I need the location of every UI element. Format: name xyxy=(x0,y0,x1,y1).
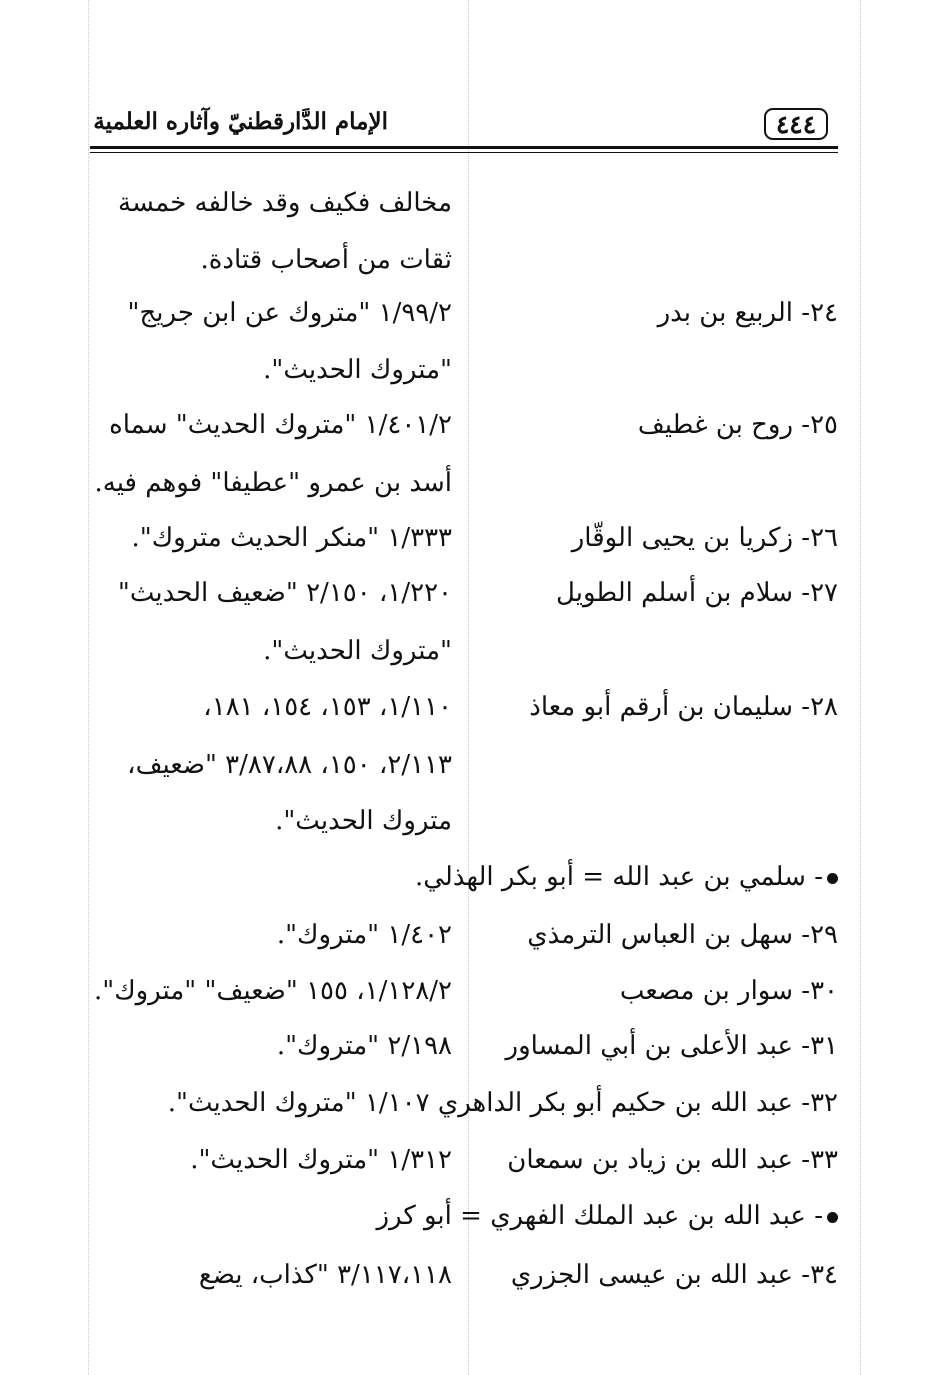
entry-name: ٢٩- سهل بن العباس الترمذي xyxy=(527,920,838,950)
entry-continuation: ٢/١١٣، ١٥٠، ٣/٨٧،٨٨ "ضعيف، xyxy=(127,750,452,780)
entry-continuation: "متروك الحديث". xyxy=(263,636,452,666)
entry-reference: ١/٣١٢ "متروك الحديث". xyxy=(190,1145,452,1175)
scan-guide-line xyxy=(88,0,89,1375)
entry-full-line: ٣٢- عبد الله بن حكيم أبو بكر الداهري ١/١٠٧ "متروك الحديث". xyxy=(167,1088,838,1118)
entry-continuation: "متروك الحديث". xyxy=(263,355,452,385)
continuation-line: مخالف فكيف وقد خالفه خمسة xyxy=(118,188,452,218)
entry-name: ٢٥- روح بن غطيف xyxy=(637,410,838,440)
entry-name: ٢٤- الربيع بن بدر xyxy=(657,298,838,328)
entry-reference: ١/٤٠٢ "متروك". xyxy=(276,920,452,950)
bullet-icon xyxy=(827,1212,838,1223)
bullet-icon xyxy=(827,873,838,884)
entry-reference: ٢/١٩٨ "متروك". xyxy=(276,1031,452,1061)
entry-reference: ١/١١٠، ١٥٣، ١٥٤، ١٨١، xyxy=(203,692,452,722)
entry-name: ٢٨- سليمان بن أرقم أبو معاذ xyxy=(529,692,838,722)
entry-reference: ١/٩٩/٢ "متروك عن ابن جريج" xyxy=(127,298,452,328)
entry-continuation: متروك الحديث". xyxy=(275,806,452,836)
cross-reference-line: - سلمي بن عبد الله = أبو بكر الهذلي. xyxy=(415,864,838,890)
entry-reference: ١/٢٢٠، ٢/١٥٠ "ضعيف الحديث" xyxy=(117,578,452,608)
book-title: الإمام الدَّارقطنيّ وآثاره العلمية xyxy=(93,108,388,135)
header-rule-thin xyxy=(90,152,838,153)
page-number: ٤٤٤ xyxy=(775,109,817,139)
entry-name: ٣١- عبد الأعلى بن أبي المساور xyxy=(505,1031,838,1061)
entry-name: ٢٧- سلام بن أسلم الطويل xyxy=(556,578,838,608)
entry-name: ٢٦- زكريا بن يحيى الوقّار xyxy=(571,523,838,553)
entry-name: ٣٠- سوار بن مصعب xyxy=(619,976,838,1006)
page-number-box xyxy=(764,108,828,140)
cross-reference-line: - عبد الله بن عبد الملك الفهري = أبو كرز xyxy=(376,1203,838,1229)
entry-reference: ١/١٢٨/٢، ١٥٥ "ضعيف" "متروك". xyxy=(93,976,452,1006)
scan-guide-line xyxy=(468,0,469,1375)
entry-continuation: أسد بن عمرو "عطيفا" فوهم فيه. xyxy=(94,468,452,498)
cross-reference-text: سلمي بن عبد الله = أبو بكر الهذلي. xyxy=(415,862,806,892)
entry-name: ٣٤- عبد الله بن عيسى الجزري xyxy=(510,1260,838,1290)
entry-name: ٣٣- عبد الله بن زياد بن سمعان xyxy=(507,1145,838,1175)
entry-reference: ٣/١١٧،١١٨ "كذاب، يضع xyxy=(198,1260,452,1290)
header-rule xyxy=(90,146,838,149)
entry-reference: ١/٤٠١/٢ "متروك الحديث" سماه xyxy=(109,410,452,440)
continuation-line: ثقات من أصحاب قتادة. xyxy=(200,245,452,275)
entry-reference: ١/٣٣٣ "منكر الحديث متروك". xyxy=(131,523,452,553)
cross-reference-text: عبد الله بن عبد الملك الفهري = أبو كرز xyxy=(376,1201,806,1231)
scan-guide-line xyxy=(860,0,861,1375)
